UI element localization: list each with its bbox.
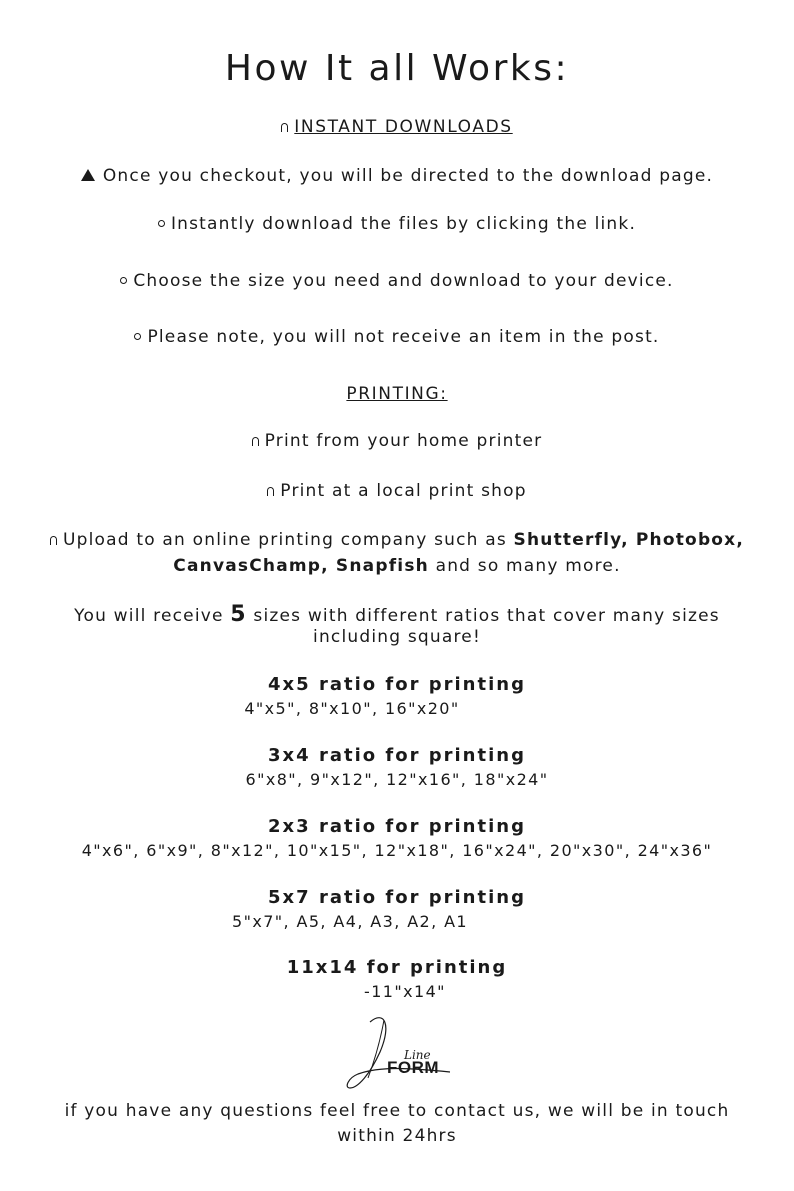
instant-step-4 xyxy=(0,327,794,347)
ratio-heading-11x14: 11x14 for printing xyxy=(286,957,508,978)
printing-option-1-text: Print from your home printer xyxy=(264,431,543,451)
logo-script-word: Line xyxy=(404,1048,431,1062)
arch-icon xyxy=(267,487,274,496)
instant-step-1-text: Once you checkout, you will be directed to the download page. xyxy=(102,166,714,186)
ratio-sizes-5x7: 5"x7", A5, A4, A3, A2, A1 xyxy=(231,912,469,931)
arch-icon xyxy=(281,123,288,132)
instant-step-3 xyxy=(0,271,794,291)
sizes-intro xyxy=(0,602,794,627)
instant-step-4-text: Please note, you will not receive an item in the post. xyxy=(147,327,660,347)
instant-step-2 xyxy=(0,214,794,234)
footer-line-2: within 24hrs xyxy=(337,1126,457,1146)
ratio-heading-2x3: 2x3 ratio for printing xyxy=(268,816,526,837)
logo-script-mark xyxy=(340,1012,460,1092)
instant-step-2-text: Instantly download the files by clicking the link. xyxy=(170,214,637,234)
page-title: How It all Works: xyxy=(224,48,570,89)
ratio-sizes-2x3: 4"x6", 6"x9", 8"x12", 10"x15", 12"x18", 16"x24", 20"x30", 24"x36" xyxy=(81,841,713,860)
ratio-heading-3x4: 3x4 ratio for printing xyxy=(268,745,526,766)
sizes-count: 5 xyxy=(230,602,247,627)
printing-option-1 xyxy=(0,431,794,451)
sizes-intro-line-2: including square! xyxy=(313,627,481,647)
printing-companies-1: Shutterfly, Photobox, xyxy=(513,530,745,550)
footer-line-1: if you have any questions feel free to contact us, we will be in touch xyxy=(64,1101,730,1121)
circle-bullet-icon xyxy=(120,277,127,284)
sizes-intro-post: sizes with different ratios that cover many sizes xyxy=(246,606,720,626)
circle-bullet-icon xyxy=(158,220,165,227)
printing-companies-2: CanvasChamp, Snapfish xyxy=(173,556,429,576)
printing-option-3-text: Upload to an online printing company such as xyxy=(62,530,514,550)
printing-option-3 xyxy=(0,530,794,550)
ratio-heading-4x5: 4x5 ratio for printing xyxy=(268,674,526,695)
printing-heading: PRINTING: xyxy=(346,384,448,404)
sizes-intro-pre: You will receive xyxy=(74,606,231,626)
printing-option-2 xyxy=(0,481,794,501)
instant-step-3-text: Choose the size you need and download to your device. xyxy=(133,271,674,291)
arch-icon xyxy=(252,437,259,446)
printing-option-3-post: and so many more. xyxy=(428,556,621,576)
ratio-sizes-4x5: 4"x5", 8"x10", 16"x20" xyxy=(244,699,460,718)
printing-option-3-cont xyxy=(0,556,794,576)
instant-step-1 xyxy=(0,166,794,186)
ratio-sizes-3x4: 6"x8", 9"x12", 12"x16", 18"x24" xyxy=(245,770,549,789)
circle-bullet-icon xyxy=(134,333,141,340)
instant-downloads-heading xyxy=(0,117,794,137)
triangle-icon xyxy=(81,169,95,181)
instant-downloads-label: INSTANT DOWNLOADS xyxy=(294,117,513,137)
logo-wordmark: FORM xyxy=(387,1058,440,1077)
ratio-sizes-11x14: -11"x14" xyxy=(364,982,446,1001)
arch-icon xyxy=(50,536,57,545)
printing-option-2-text: Print at a local print shop xyxy=(280,481,527,501)
ratio-heading-5x7: 5x7 ratio for printing xyxy=(268,887,526,908)
